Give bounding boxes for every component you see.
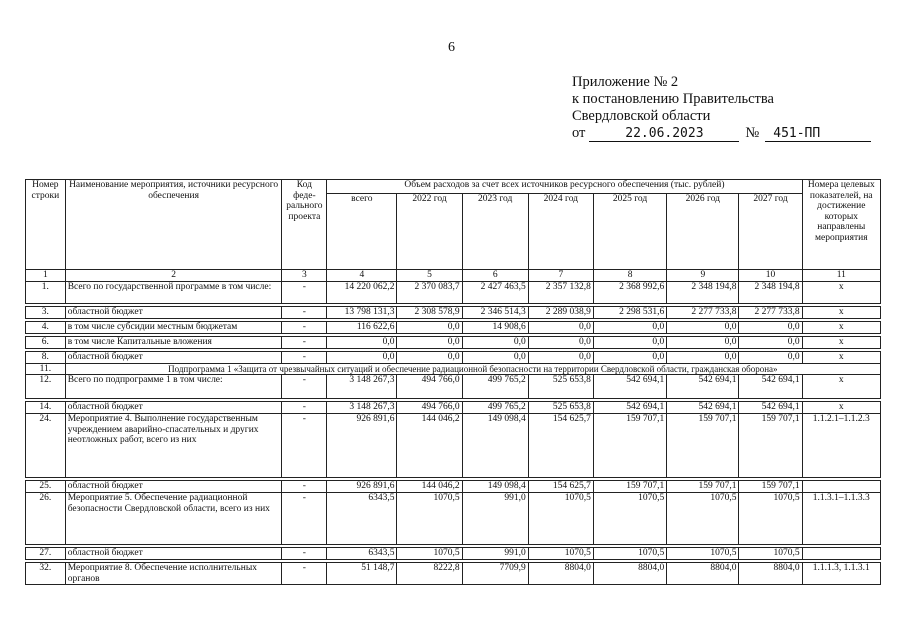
row-value: 2 277 733,8	[739, 306, 802, 318]
col-number: 1	[26, 270, 66, 282]
col-number: 9	[667, 270, 739, 282]
row-name: областной бюджет	[65, 548, 282, 560]
column-numbers-row	[26, 270, 881, 282]
row-number: 14.	[26, 402, 66, 414]
number-prefix: №	[745, 125, 760, 141]
row-value: 542 694,1	[667, 375, 739, 399]
table-row	[26, 493, 881, 545]
row-value: 3 148 267,3	[327, 402, 397, 414]
row-number: 4.	[26, 321, 66, 333]
table-body	[26, 281, 881, 585]
row-value: 144 046,2	[397, 414, 462, 478]
row-value: 991,0	[462, 493, 528, 545]
header-volume: Объем расходов за счет всех источников ресурсного обеспечения (тыс. рублей)	[327, 180, 802, 194]
row-fed-code: -	[282, 481, 327, 493]
row-value: 149 098,4	[462, 481, 528, 493]
table-row	[26, 563, 881, 585]
row-value: 2 368 992,6	[593, 281, 666, 303]
page-number: 6	[448, 40, 455, 55]
row-value: 159 707,1	[667, 414, 739, 478]
col-number: 4	[327, 270, 397, 282]
row-value: 0,0	[739, 336, 802, 348]
header-2027: 2027 год	[739, 194, 802, 270]
row-targets	[802, 548, 880, 560]
row-value: 0,0	[397, 336, 462, 348]
row-value: 154 625,7	[528, 481, 593, 493]
row-value: 0,0	[667, 336, 739, 348]
col-number: 8	[593, 270, 666, 282]
row-value: 159 707,1	[593, 414, 666, 478]
row-value: 0,0	[327, 336, 397, 348]
row-value: 8222,8	[397, 563, 462, 585]
row-fed-code: -	[282, 306, 327, 318]
row-number: 25.	[26, 481, 66, 493]
row-value: 494 766,0	[397, 375, 462, 399]
row-value: 0,0	[667, 351, 739, 363]
row-value: 2 308 578,9	[397, 306, 462, 318]
table-row	[26, 414, 881, 478]
header-total: всего	[327, 194, 397, 270]
row-value: 1070,5	[739, 493, 802, 545]
row-value: 525 653,8	[528, 375, 593, 399]
row-targets: x	[802, 321, 880, 333]
row-fed-code: -	[282, 414, 327, 478]
row-value: 0,0	[528, 321, 593, 333]
row-value: 1070,5	[528, 548, 593, 560]
row-value: 991,0	[462, 548, 528, 560]
appendix-line-3: Свердловской области	[572, 108, 711, 124]
row-number: 3.	[26, 306, 66, 318]
row-value: 1070,5	[397, 548, 462, 560]
row-number: 27.	[26, 548, 66, 560]
row-name: областной бюджет	[65, 481, 282, 493]
row-fed-code: -	[282, 375, 327, 399]
row-value: 0,0	[528, 336, 593, 348]
col-number: 10	[739, 270, 802, 282]
row-value: 3 148 267,3	[327, 375, 397, 399]
appendix-block	[572, 74, 871, 142]
row-value: 0,0	[462, 336, 528, 348]
table-row	[26, 321, 881, 333]
row-value: 926 891,6	[327, 481, 397, 493]
row-value: 14 908,6	[462, 321, 528, 333]
row-value: 0,0	[739, 321, 802, 333]
row-value: 1070,5	[667, 493, 739, 545]
table-row	[26, 375, 881, 399]
row-targets: x	[802, 306, 880, 318]
subprogram-row	[26, 363, 881, 375]
row-value: 14 220 062,2	[327, 281, 397, 303]
row-value: 0,0	[739, 351, 802, 363]
table-row	[26, 281, 881, 303]
row-value: 159 707,1	[739, 481, 802, 493]
row-value: 525 653,8	[528, 402, 593, 414]
row-value: 0,0	[462, 351, 528, 363]
row-value: 2 348 194,8	[667, 281, 739, 303]
row-fed-code: -	[282, 402, 327, 414]
header-2024: 2024 год	[528, 194, 593, 270]
row-value: 542 694,1	[593, 375, 666, 399]
appendix-date-line	[572, 125, 871, 142]
row-value: 0,0	[593, 351, 666, 363]
row-targets: x	[802, 375, 880, 399]
date-value: 22.06.2023	[589, 126, 739, 142]
row-value: 0,0	[327, 351, 397, 363]
appendix-line-2: к постановлению Правительства	[572, 91, 774, 107]
row-value: 542 694,1	[739, 402, 802, 414]
row-value: 499 765,2	[462, 402, 528, 414]
row-name: Мероприятие 8. Обеспечение исполнительных органов	[65, 563, 282, 585]
row-value: 0,0	[667, 321, 739, 333]
header-fed-code: Код феде-рального проекта	[282, 180, 327, 270]
subprogram-title: Подпрограмма 1 «Защита от чрезвычайных ситуаций и обеспечение радиационной безопасности на территории Свердловской области, гражданская оборона»	[65, 363, 880, 375]
row-value: 0,0	[397, 321, 462, 333]
budget-table	[25, 179, 881, 585]
row-number: 1.	[26, 281, 66, 303]
row-value: 149 098,4	[462, 414, 528, 478]
table-row	[26, 402, 881, 414]
row-targets: 1.1.2.1–1.1.2.3	[802, 414, 880, 478]
header-2022: 2022 год	[397, 194, 462, 270]
subprogram-number: 11.	[26, 363, 66, 375]
row-value: 1070,5	[593, 548, 666, 560]
row-name: областной бюджет	[65, 306, 282, 318]
row-value: 8804,0	[528, 563, 593, 585]
row-value: 1070,5	[593, 493, 666, 545]
row-value: 926 891,6	[327, 414, 397, 478]
row-value: 1070,5	[528, 493, 593, 545]
row-value: 542 694,1	[667, 402, 739, 414]
header-targets: Номера целевых показателей, на достижение которых направлены мероприятия	[802, 180, 880, 270]
row-name: областной бюджет	[65, 402, 282, 414]
row-name: в том числе Капитальные вложения	[65, 336, 282, 348]
row-targets: 1.1.1.3, 1.1.3.1	[802, 563, 880, 585]
row-value: 494 766,0	[397, 402, 462, 414]
row-fed-code: -	[282, 281, 327, 303]
table-row	[26, 548, 881, 560]
row-value: 0,0	[397, 351, 462, 363]
row-value: 154 625,7	[528, 414, 593, 478]
row-value: 2 298 531,6	[593, 306, 666, 318]
row-number: 8.	[26, 351, 66, 363]
row-value: 6343,5	[327, 548, 397, 560]
row-number: 24.	[26, 414, 66, 478]
table-row	[26, 336, 881, 348]
row-value: 159 707,1	[667, 481, 739, 493]
row-value: 8804,0	[667, 563, 739, 585]
row-value: 499 765,2	[462, 375, 528, 399]
row-name: в том числе субсидии местным бюджетам	[65, 321, 282, 333]
row-name: Всего по государственной программе в том числе:	[65, 281, 282, 303]
row-value: 2 427 463,5	[462, 281, 528, 303]
number-value: 451-ПП	[765, 126, 871, 142]
row-number: 6.	[26, 336, 66, 348]
date-prefix: от	[572, 125, 586, 141]
row-value: 1070,5	[667, 548, 739, 560]
row-fed-code: -	[282, 321, 327, 333]
row-value: 6343,5	[327, 493, 397, 545]
row-value: 159 707,1	[739, 414, 802, 478]
row-value: 2 348 194,8	[739, 281, 802, 303]
row-fed-code: -	[282, 351, 327, 363]
row-targets	[802, 481, 880, 493]
row-value: 8804,0	[739, 563, 802, 585]
table-row	[26, 306, 881, 318]
row-value: 2 289 038,9	[528, 306, 593, 318]
row-targets: x	[802, 281, 880, 303]
row-number: 32.	[26, 563, 66, 585]
row-targets: x	[802, 351, 880, 363]
header-name: Наименование мероприятия, источники ресурсного обеспечения	[65, 180, 282, 270]
row-targets: x	[802, 336, 880, 348]
row-number: 26.	[26, 493, 66, 545]
row-value: 116 622,6	[327, 321, 397, 333]
row-name: Всего по подпрограмме 1 в том числе:	[65, 375, 282, 399]
row-name: областной бюджет	[65, 351, 282, 363]
row-value: 542 694,1	[739, 375, 802, 399]
row-value: 2 370 083,7	[397, 281, 462, 303]
row-value: 1070,5	[397, 493, 462, 545]
row-value: 159 707,1	[593, 481, 666, 493]
col-number: 3	[282, 270, 327, 282]
col-number: 2	[65, 270, 282, 282]
row-value: 542 694,1	[593, 402, 666, 414]
row-value: 2 277 733,8	[667, 306, 739, 318]
row-fed-code: -	[282, 548, 327, 560]
col-number: 6	[462, 270, 528, 282]
col-number: 5	[397, 270, 462, 282]
row-value: 0,0	[593, 336, 666, 348]
col-number: 7	[528, 270, 593, 282]
row-fed-code: -	[282, 493, 327, 545]
row-value: 0,0	[528, 351, 593, 363]
row-value: 1070,5	[739, 548, 802, 560]
row-fed-code: -	[282, 336, 327, 348]
row-value: 2 346 514,3	[462, 306, 528, 318]
row-name: Мероприятие 4. Выполнение государственным учреждением аварийно-спасательных и других неотложных работ, всего из них	[65, 414, 282, 478]
header-2023: 2023 год	[462, 194, 528, 270]
table-row	[26, 351, 881, 363]
row-targets: x	[802, 402, 880, 414]
row-value: 144 046,2	[397, 481, 462, 493]
row-fed-code: -	[282, 563, 327, 585]
header-2026: 2026 год	[667, 194, 739, 270]
row-value: 2 357 132,8	[528, 281, 593, 303]
row-targets: 1.1.3.1–1.1.3.3	[802, 493, 880, 545]
row-value: 8804,0	[593, 563, 666, 585]
row-value: 7709,9	[462, 563, 528, 585]
appendix-title: Приложение № 2	[572, 74, 679, 90]
row-value: 0,0	[593, 321, 666, 333]
header-row-no: Номер строки	[26, 180, 66, 270]
row-number: 12.	[26, 375, 66, 399]
row-value: 13 798 131,3	[327, 306, 397, 318]
row-value: 51 148,7	[327, 563, 397, 585]
col-number: 11	[802, 270, 880, 282]
header-2025: 2025 год	[593, 194, 666, 270]
table-row	[26, 481, 881, 493]
row-name: Мероприятие 5. Обеспечение радиационной безопасности Свердловской области, всего из них	[65, 493, 282, 545]
